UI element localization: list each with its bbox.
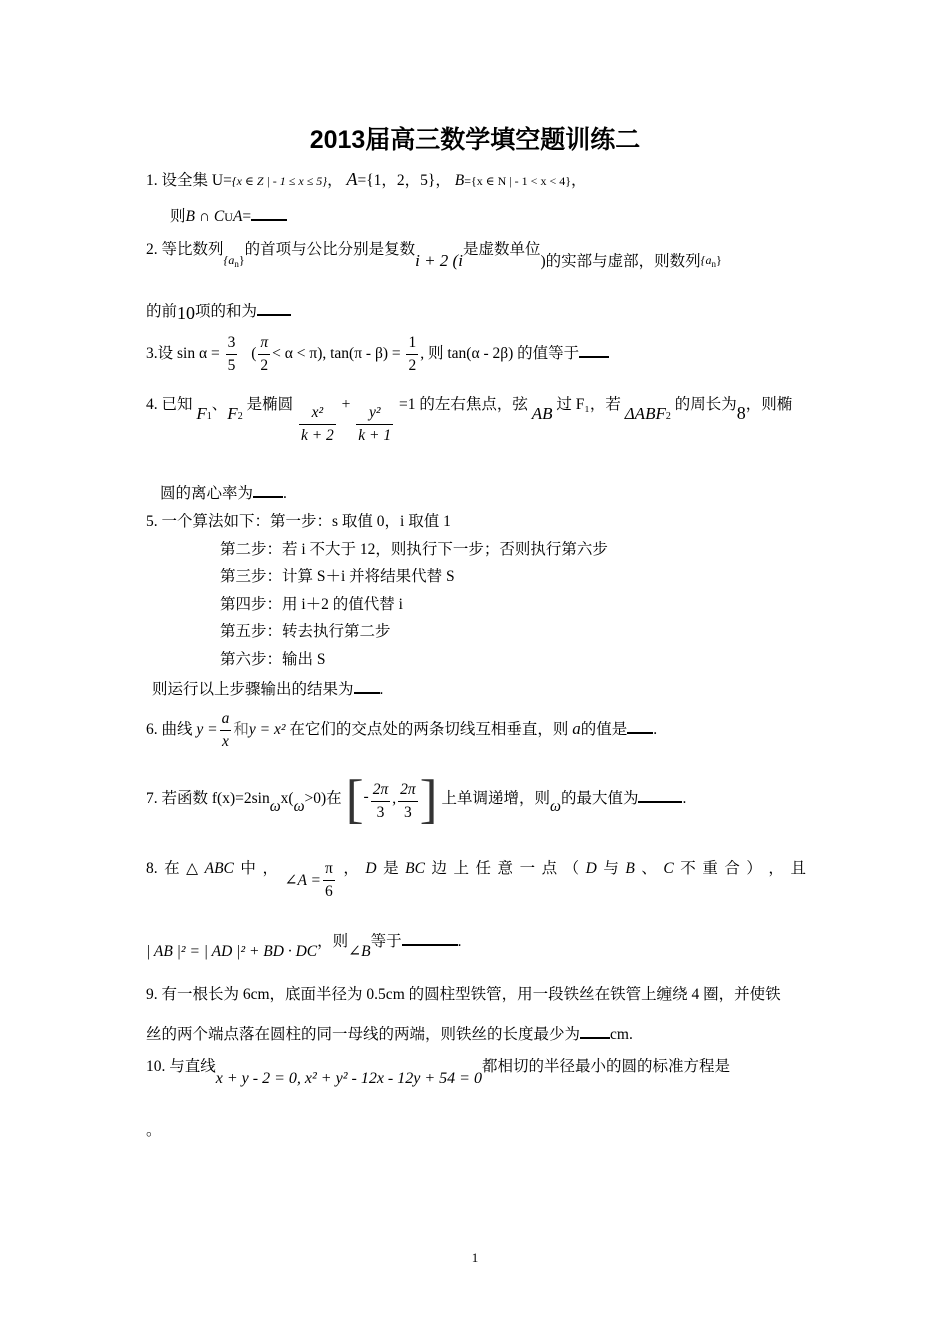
q2-text-b: 的首项与公比分别是复数 — [244, 241, 416, 258]
question-5-step-3: 第三步：计算 S＋i 并将结果代替 S — [220, 568, 455, 585]
question-1-line-1 — [146, 168, 587, 192]
question-5-step-4: 第四步：用 i＋2 的值代替 i — [220, 596, 403, 613]
q4-text-g: 圆的离心率为 — [160, 485, 254, 502]
q7-mid: 上单调递增，则 — [441, 790, 550, 807]
question-5-step-2: 第二步：若 i 不大于 12，则执行下一步；否则执行第六步 — [220, 541, 608, 558]
q3-post: , 则 tan(α - 2β) 的值等于 — [420, 345, 580, 363]
q2-text-e: 的前 — [146, 303, 178, 320]
question-9-line-1: 9. 有一根长为 6cm，底面半径为 0.5cm 的圆柱型铁管，用一段铁丝在铁管上缠绕 4 圈，并使铁 — [146, 986, 781, 1003]
q6-y2: y = x² — [248, 721, 286, 739]
q2-complex: i + 2 (i — [415, 251, 463, 270]
q7-frac-1: $\frac{2\pi}{3}$ — [372, 781, 389, 821]
answer-blank-4[interactable] — [253, 480, 283, 498]
q1-set-a: ={1，2，5}， — [357, 172, 451, 189]
page-number: 1 — [471, 1250, 479, 1265]
q5-text: 则运行以上步骤输出的结果为 — [152, 681, 354, 698]
q1-set-b: ={x ∈ N | - 1 < x < 4} — [464, 174, 571, 188]
q3-frac-1: $\frac{3}{5}$ — [227, 334, 236, 374]
question-3 — [146, 332, 609, 377]
q1-set-a-name: A — [346, 169, 358, 189]
q2-text-c: 是虚数单位 — [462, 241, 541, 258]
q4-ab: AB — [531, 404, 553, 423]
question-2-line-2 — [146, 298, 291, 323]
document-title: 2013届高三数学填空题训练二 — [309, 126, 641, 154]
q7-frac-2: $\frac{2\pi}{3}$ — [400, 781, 416, 821]
q8-angle-b: ∠B — [348, 943, 371, 960]
q3-open: ( — [251, 345, 257, 363]
q1-text: 1. 设全集 U= — [146, 172, 232, 189]
q10-equation: x + y - 2 = 0, x² + y² - 12x - 12y + 54 = 0 — [215, 1070, 482, 1087]
answer-blank-9[interactable] — [580, 1021, 610, 1039]
q1-then: 则 — [170, 208, 186, 225]
q2-ten: 10 — [177, 303, 196, 323]
q1-set-u: {x ∈ Z | - 1 ≤ x ≤ 5} — [231, 174, 328, 188]
q1-expr2: A — [232, 208, 243, 225]
q2-seq-2: {a — [700, 253, 712, 267]
question-10-line-2: 。 — [146, 1122, 162, 1139]
q8-equation: | AB |² = | AD |² + BD · DC — [146, 943, 318, 960]
question-1-line-2 — [170, 203, 287, 228]
q2-seq: {a — [223, 253, 235, 267]
q1-set-b-name: B — [454, 172, 465, 189]
q4-text-f: ，则椭 — [745, 396, 793, 413]
q2-seq-sub-2: n — [711, 259, 716, 269]
q4-triangle: ΔABF — [624, 404, 666, 423]
q3-pre: 3.设 sin α = — [146, 345, 220, 363]
q6-pre: 6. 曲线 — [146, 721, 193, 739]
answer-blank-5[interactable] — [354, 676, 380, 694]
question-10-line-1 — [146, 1056, 730, 1087]
q2-seq-sub: n — [234, 259, 239, 269]
q4-f1: F — [196, 404, 207, 423]
q4-frac-1: $\frac{\text{x²}}{k + 2}$ — [299, 402, 336, 447]
question-2-line-1 — [146, 238, 722, 270]
q3-mid: < α < π), tan(π - β) = — [272, 345, 401, 363]
question-6: 6. 曲线 y = $\frac{a}{x}$ 和y = x² 在它们的交点处的两条切线互相垂直，则 a的值是 . — [146, 708, 657, 753]
q6-post: 的值是 — [580, 721, 628, 739]
q4-text-c: =1 的左右焦点，弦 — [399, 396, 528, 413]
question-5-line-1: 5. 一个算法如下：第一步：s 取值 0，i 取值 1 — [146, 513, 451, 530]
q4-pre: 4. 已知 — [146, 396, 193, 413]
q4-text-e: 的周长为 — [674, 396, 737, 413]
answer-blank-6[interactable] — [627, 716, 653, 734]
q4-text-d: 过 F₁，若 — [556, 396, 621, 413]
question-4-line-1: 4. 已知 F1、F2 是椭圆 $\frac{\text{x²}}{k + 2}$ + $\frac{\text{y²}}{k + 1}$ =1 的左右焦点，弦 AB 过 F₁，若 ΔABF2 的周长为8，则椭 — [146, 402, 792, 447]
question-7: 7. 若函数 f(x)=2sinωx(ω>0)在 [- $\frac{2\pi}{3}$ , $\frac{2\pi}{3}$ ] 上单调递增，则ω的最大值为 . — [146, 769, 687, 829]
question-8-line-2: | AB |² = | AD |² + BD · DC，则∠B等于 . — [146, 928, 462, 953]
question-9-line-2: 丝的两个端点落在圆柱的同一母线的两端，则铁丝的长度最少为 cm. — [146, 1021, 633, 1046]
question-5-line-7: 则运行以上步骤输出的结果为 . — [152, 676, 383, 701]
q1-sep: ， — [327, 172, 343, 189]
q4-f2: F — [227, 404, 238, 423]
question-4-line-2: 圆的离心率为 . — [160, 480, 287, 505]
question-5-step-6: 第六步：输出 S — [220, 651, 326, 668]
answer-blank-7[interactable] — [638, 785, 682, 803]
answer-blank-1[interactable] — [251, 203, 287, 221]
q6-frac: $\frac{a}{x}$ — [221, 710, 230, 750]
question-5-step-5: 第五步：转去执行第二步 — [220, 623, 391, 640]
q8-frac: $\frac{\pi}{6}$ — [324, 860, 333, 900]
q9-text: 丝的两个端点落在圆柱的同一母线的两端，则铁丝的长度最少为 — [146, 1026, 581, 1043]
q3-frac-2: $\frac{\pi}{2}$ — [260, 334, 269, 374]
q4-frac-2: $\frac{\text{y²}}{k + 1}$ — [356, 402, 393, 447]
q1-sep2: ， — [570, 172, 587, 189]
q6-a: a — [572, 719, 581, 739]
q10-post: 都相切的半径最小的圆的标准方程是 — [481, 1058, 730, 1075]
q4-eight: 8 — [736, 403, 746, 423]
answer-blank-2[interactable] — [257, 298, 291, 316]
q2-text-d: )的实部与虚部，则数列 — [540, 253, 701, 270]
q1-eq: = — [242, 208, 252, 225]
q4-text-b: 是椭圆 — [246, 396, 294, 413]
q2-text-a: 2. 等比数列 — [146, 241, 224, 258]
q2-text-f: 项的和为 — [195, 303, 258, 320]
q7-pre: 7. 若函数 f(x)=2sin — [146, 790, 270, 807]
q1-sub: U — [224, 210, 233, 224]
q6-mid: 在它们的交点处的两条切线互相垂直，则 — [289, 721, 569, 739]
q3-frac-3: $\frac{1}{2}$ — [408, 334, 417, 374]
q7-post: 的最大值为 — [560, 790, 639, 807]
q1-expr: B ∩ C — [185, 208, 225, 225]
q6-y: y = — [196, 721, 218, 739]
answer-blank-3[interactable] — [579, 340, 609, 358]
q10-pre: 10. 与直线 — [146, 1058, 216, 1075]
q8-angle-a: ∠A = $\frac{\pi}{6}$ — [284, 858, 336, 903]
answer-blank-8[interactable] — [402, 928, 458, 946]
q2-seq-end: } — [238, 253, 245, 267]
question-8-line-1: 8. 在 △ ABC 中 ， ∠A = $\frac{\pi}{6}$ ， D 是 BC 边 上 任 意 一 点 （ D 与 B 、 C 不 重 合 ） ， 且 — [146, 858, 806, 903]
q2-seq-end-2: } — [715, 253, 722, 267]
